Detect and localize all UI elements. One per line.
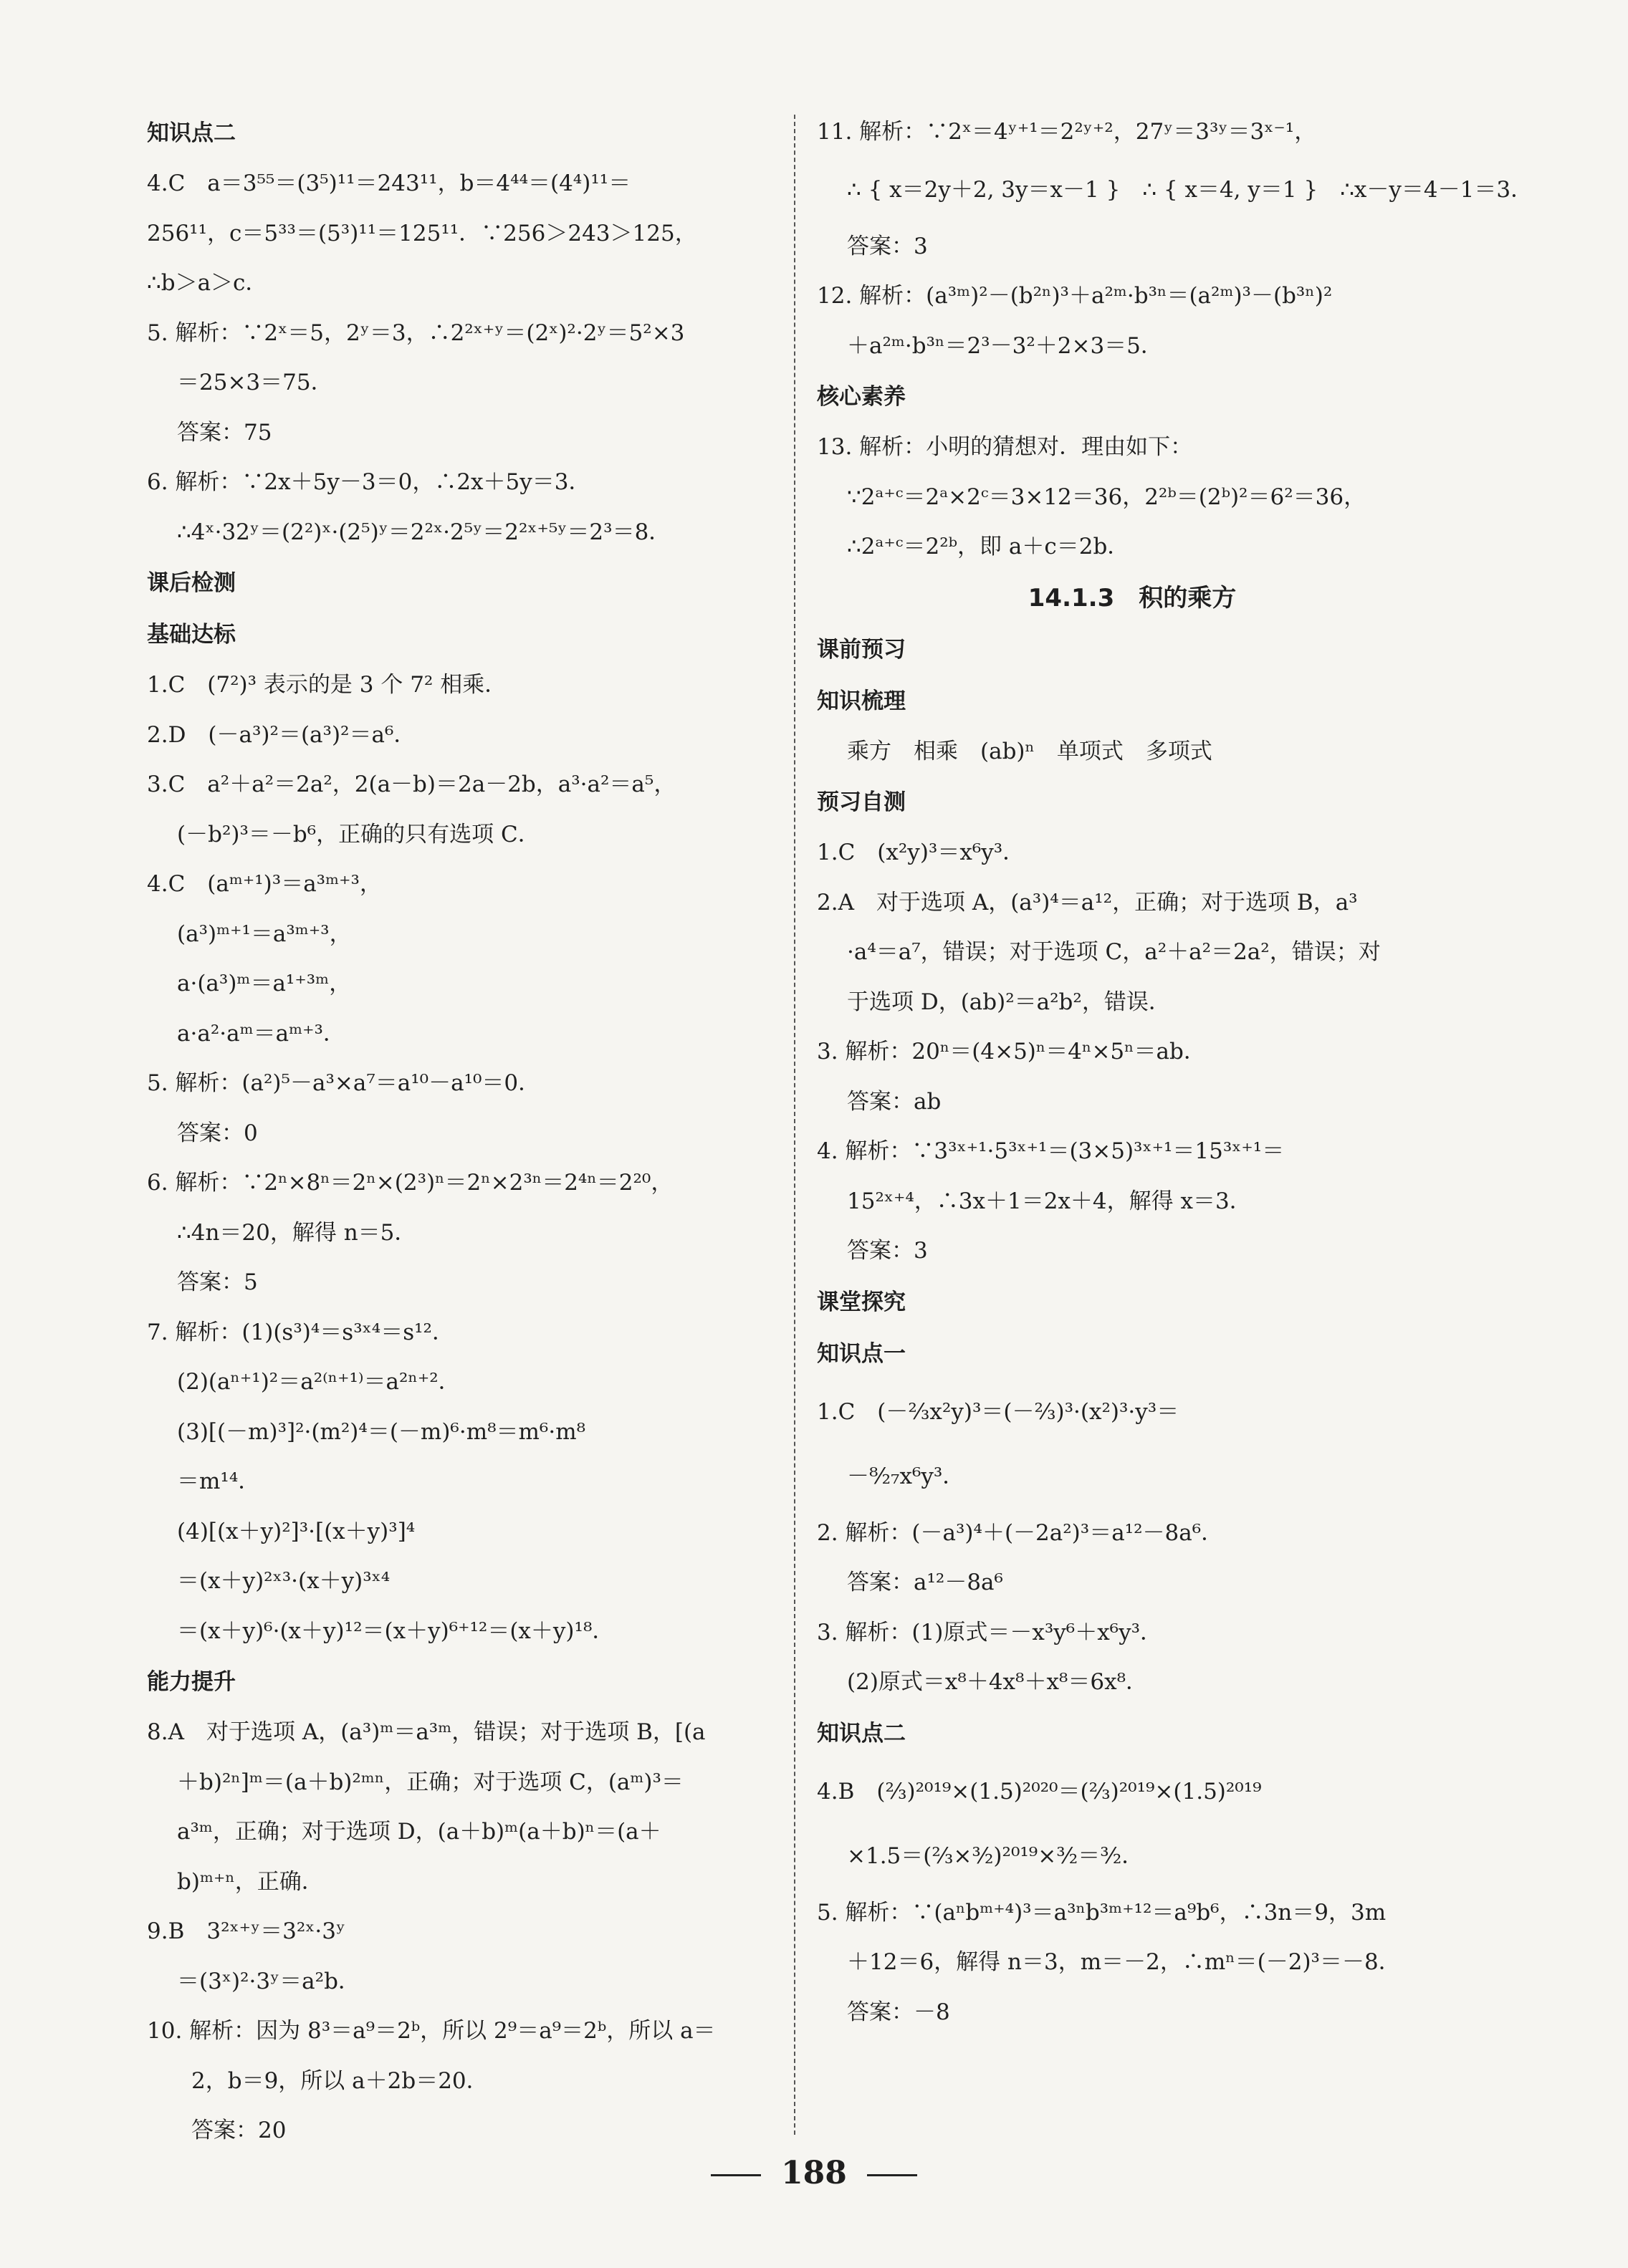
answer-line: 9.B 3²ˣ⁺ʸ＝3²ˣ·3ʸ [147, 1918, 346, 1944]
answer-line: ＋b)²ⁿ]ᵐ＝(a＋b)²ᵐⁿ，正确；对于选项 C，(aᵐ)³＝ [177, 1769, 684, 1795]
answer-line: 6. 解析：∵2ⁿ×8ⁿ＝2ⁿ×(2³)ⁿ＝2ⁿ×2³ⁿ＝2⁴ⁿ＝2²⁰， [147, 1170, 674, 1196]
section-heading: 知识点一 [817, 1340, 906, 1367]
answer-line: ∴4ˣ·32ʸ＝(2²)ˣ·(2⁵)ʸ＝2²ˣ·2⁵ʸ＝2²ˣ⁺⁵ʸ＝2³＝8． [177, 519, 671, 545]
answer-line: 答案：75 [177, 419, 272, 446]
answer-line: (2)原式＝x⁸＋4x⁸＋x⁸＝6x⁸． [847, 1669, 1148, 1695]
answer-line: 于选项 D，(ab)²＝a²b²，错误． [847, 989, 1171, 1015]
answer-line: (－b²)³＝－b⁶，正确的只有选项 C． [177, 821, 540, 847]
answer-line: －⁸⁄₂₇x⁶y³． [847, 1463, 965, 1489]
answer-line: 256¹¹，c＝5³³＝(5³)¹¹＝125¹¹．∵256＞243＞125， [147, 220, 697, 246]
answer-line: 1.C (－⅔x²y)³＝(－⅔)³·(x²)³·y³＝ [817, 1398, 1179, 1425]
section-heading: 知识点二 [147, 120, 236, 146]
answer-line: b)ᵐ⁺ⁿ，正确． [177, 1868, 324, 1895]
answer-line: (3)[(－m)³]²·(m²)⁴＝(－m)⁶·m⁸＝m⁶·m⁸ [177, 1418, 586, 1445]
answer-line: 15²ˣ⁺⁴，∴3x＋1＝2x＋4，解得 x＝3． [847, 1188, 1252, 1214]
section-heading: 核心素养 [817, 384, 906, 410]
answer-line: ＋12＝6，解得 n＝3，m＝－2，∴mⁿ＝(－2)³＝－8． [847, 1949, 1401, 1975]
answer-line: 5. 解析：(a²)⁵－a³×a⁷＝a¹⁰－a¹⁰＝0． [147, 1070, 541, 1096]
answer-line: 11. 解析：∵2ˣ＝4ʸ⁺¹＝2²ʸ⁺²，27ʸ＝3³ʸ＝3ˣ⁻¹， [817, 119, 1317, 145]
answer-line: 4.C (aᵐ⁺¹)³＝a³ᵐ⁺³， [147, 871, 382, 897]
answer-line: (4)[(x＋y)²]³·[(x＋y)³]⁴ [177, 1518, 416, 1544]
answer-line: (2)(aⁿ⁺¹)²＝a²⁽ⁿ⁺¹⁾＝a²ⁿ⁺²． [177, 1369, 461, 1395]
section-heading: 知识梳理 [817, 688, 906, 714]
answer-line: 4. 解析：∵3³ˣ⁺¹·5³ˣ⁺¹＝(3×5)³ˣ⁺¹＝15³ˣ⁺¹＝ [817, 1138, 1285, 1164]
answer-line: 乘方 相乘 (ab)ⁿ 单项式 多项式 [847, 738, 1212, 764]
section-heading: 预习自测 [817, 789, 906, 815]
page-number [0, 2155, 1628, 2191]
answer-line: 2.A 对于选项 A，(a³)⁴＝a¹²，正确；对于选项 B，a³ [817, 889, 1358, 916]
answer-line: ＝(3ˣ)²·3ʸ＝a²b． [177, 1968, 360, 1994]
answer-line: ＋a²ᵐ·b³ⁿ＝2³－3²＋2×3＝5． [847, 332, 1163, 359]
answer-line: 答案：－8 [847, 1999, 950, 2025]
answer-line: 3. 解析：20ⁿ＝(4×5)ⁿ＝4ⁿ×5ⁿ＝ab． [817, 1039, 1206, 1065]
answer-line: 5. 解析：∵2ˣ＝5，2ʸ＝3，∴2²ˣ⁺ʸ＝(2ˣ)²·2ʸ＝5²×3 [147, 319, 685, 346]
answer-line: (a³)ᵐ⁺¹＝a³ᵐ⁺³， [177, 921, 352, 947]
page-number-dash-left [711, 2174, 761, 2176]
answer-line: 6. 解析：∵2x＋5y－3＝0，∴2x＋5y＝3． [147, 469, 591, 495]
answer-line: ∴ { x＝2y＋2, 3y＝x－1 } ∴ { x＝4, y＝1 } ∴x－y＝4－1＝3． [847, 176, 1533, 203]
page-number-dash-right [867, 2174, 917, 2176]
answer-line: 4.C a＝3⁵⁵＝(3⁵)¹¹＝243¹¹，b＝4⁴⁴＝(4⁴)¹¹＝ [147, 170, 631, 196]
answer-line: 2，b＝9，所以 a＋2b＝20． [191, 2067, 489, 2094]
answer-line: 3. 解析：(1)原式＝－x³y⁶＋x⁶y³． [817, 1619, 1163, 1645]
answer-line: 答案：3 [847, 1238, 928, 1264]
answer-line: ∴4n＝20，解得 n＝5． [177, 1219, 417, 1246]
section-heading: 基础达标 [147, 622, 236, 648]
answer-line: 5. 解析：∵(aⁿbᵐ⁺⁴)³＝a³ⁿb³ᵐ⁺¹²＝a⁹b⁶，∴3n＝9，3m [817, 1899, 1387, 1926]
section-heading: 课后检测 [147, 570, 236, 596]
answer-line: 7. 解析：(1)(s³)⁴＝s³ˣ⁴＝s¹²． [147, 1319, 454, 1345]
answer-line: a³ᵐ，正确；对于选项 D，(a＋b)ᵐ(a＋b)ⁿ＝(a＋ [177, 1819, 661, 1845]
answer-line: ＝(x＋y)²ˣ³·(x＋y)³ˣ⁴ [177, 1568, 391, 1594]
section-heading: 课堂探究 [817, 1289, 906, 1315]
answer-line: ·a⁴＝a⁷，错误；对于选项 C，a²＋a²＝2a²，错误；对 [847, 939, 1381, 965]
answer-line: a·(a³)ᵐ＝a¹⁺³ᵐ， [177, 971, 352, 996]
answer-line: 1.C (7²)³ 表示的是 3 个 7² 相乘． [147, 672, 507, 698]
answer-line: ∴2ᵃ⁺ᶜ＝2²ᵇ，即 a＋c＝2b． [847, 534, 1130, 559]
answer-line: 4.B (⅔)²⁰¹⁹×(1.5)²⁰²⁰＝(⅔)²⁰¹⁹×(1.5)²⁰¹⁹ [817, 1778, 1262, 1805]
answer-line: 8.A 对于选项 A，(a³)ᵐ＝a³ᵐ，错误；对于选项 B，[(a [147, 1719, 706, 1745]
answer-line: ＝(x＋y)⁶·(x＋y)¹²＝(x＋y)⁶⁺¹²＝(x＋y)¹⁸． [177, 1618, 615, 1644]
chapter-title: 14.1.3 积的乘方 [1028, 583, 1237, 612]
answer-line: 12. 解析：(a³ᵐ)²－(b²ⁿ)³＋a²ᵐ·b³ⁿ＝(a²ᵐ)³－(b³ⁿ)² [817, 283, 1333, 309]
answer-line: 答案：ab [847, 1088, 942, 1115]
left-column [147, 107, 777, 2156]
answer-line: 2. 解析：(－a³)⁴＋(－2a²)³＝a¹²－8a⁶． [817, 1519, 1224, 1546]
section-heading: 知识点二 [817, 1720, 906, 1746]
answer-line: 3.C a²＋a²＝2a²，2(a－b)＝2a－2b，a³·a²＝a⁵， [147, 772, 676, 797]
answer-line: ×1.5＝(⅔×³⁄₂)²⁰¹⁹×³⁄₂＝³⁄₂． [847, 1842, 1144, 1869]
answer-line: 13. 解析：小明的猜想对．理由如下： [817, 434, 1193, 460]
answer-line: 2.D (－a³)²＝(a³)²＝a⁶． [147, 721, 416, 748]
answer-line: 1.C (x²y)³＝x⁶y³． [817, 840, 1025, 865]
answer-line: ＝25×3＝75． [177, 370, 333, 395]
answer-line: 答案：5 [177, 1269, 258, 1295]
answer-line: ∴b＞a＞c． [147, 270, 268, 296]
answer-line: 答案：20 [191, 2118, 287, 2143]
page-number-text: 188 [781, 2155, 847, 2191]
section-heading: 课前预习 [817, 636, 906, 663]
column-divider [794, 115, 795, 2135]
answer-line: ＝m¹⁴． [177, 1469, 261, 1494]
answer-line: a·a²·aᵐ＝aᵐ⁺³． [177, 1020, 345, 1047]
answer-line: ∵2ᵃ⁺ᶜ＝2ᵃ×2ᶜ＝3×12＝36，2²ᵇ＝(2ᵇ)²＝6²＝36， [847, 484, 1366, 510]
answer-line: 10. 解析：因为 8³＝a⁹＝2ᵇ，所以 2⁹＝a⁹＝2ᵇ，所以 a＝ [147, 2018, 716, 2044]
right-column [817, 107, 1533, 2037]
answer-line: 答案：0 [177, 1120, 258, 1146]
answer-line: 答案：a¹²－8a⁶ [847, 1570, 1003, 1595]
section-heading: 能力提升 [147, 1669, 236, 1695]
answer-line: 答案：3 [847, 233, 928, 259]
